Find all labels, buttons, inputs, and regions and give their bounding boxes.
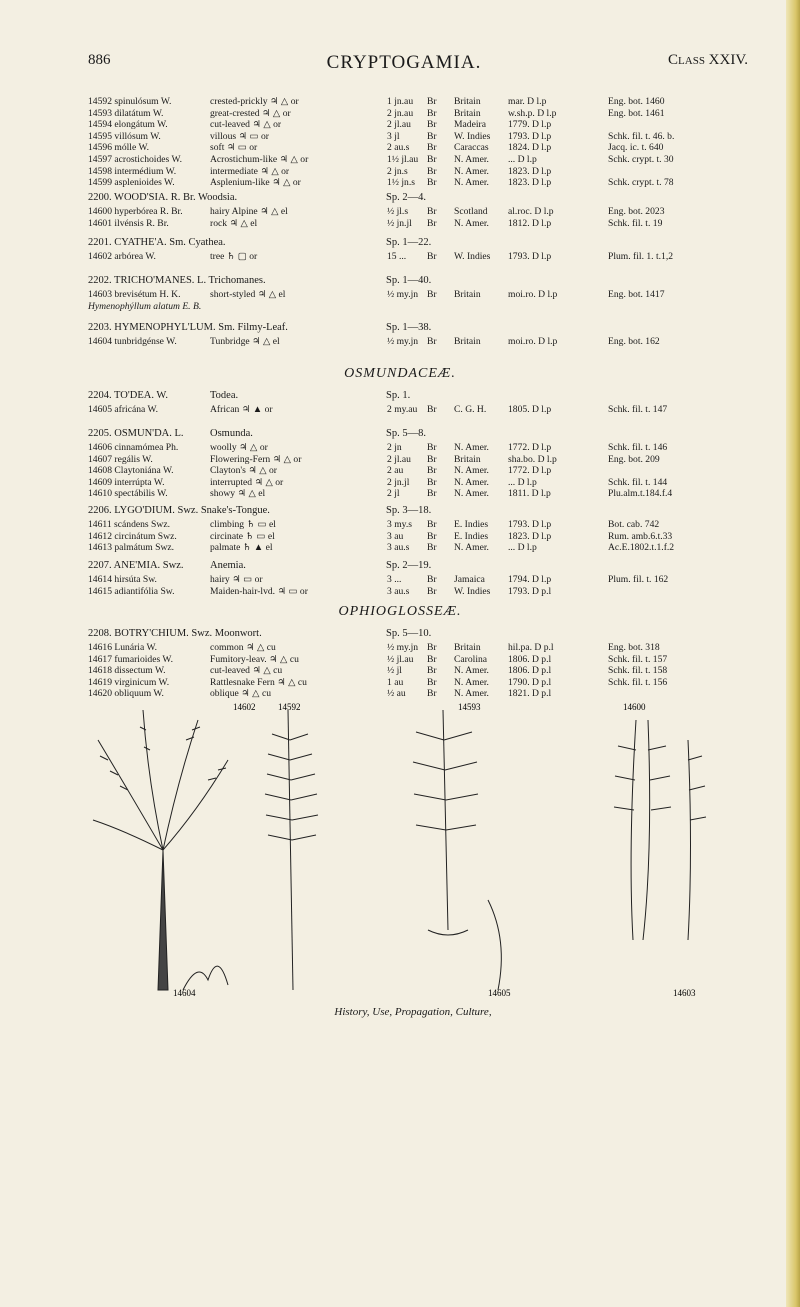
common-name: Fumitory-leav. ♃ △ cu xyxy=(210,653,299,665)
flower-colour: Br xyxy=(427,653,437,665)
introduction-year: 1823. D l.p xyxy=(508,177,552,189)
flower-colour: Br xyxy=(427,574,437,585)
common-name: Asplenium-like ♃ △ or xyxy=(210,177,301,189)
common-name: short-styled ♃ △ el xyxy=(210,289,286,300)
species-row xyxy=(88,442,738,454)
introduction-year: moi.ro. D l.p xyxy=(508,336,558,347)
fern-frond-drawing xyxy=(265,710,318,990)
genus-name: 2205. OSMUN'DA. L. xyxy=(88,428,184,439)
species-row xyxy=(88,154,738,166)
synonym-text: Hymenophýllum alatum E. B. xyxy=(88,301,202,312)
species-name: 14593 dilatátum W. xyxy=(88,107,164,119)
species-row xyxy=(88,477,738,489)
height-flowering: 2 au xyxy=(387,465,404,477)
figure-label: 14603 xyxy=(673,988,696,998)
reference: Plum. fil. t. 162 xyxy=(608,574,669,585)
introduction-year: 1823. D l.p xyxy=(508,530,552,542)
species-row xyxy=(88,488,738,500)
native-country: N. Amer. xyxy=(454,488,489,500)
species-row xyxy=(88,142,738,154)
species-name: 14611 scándens Swz. xyxy=(88,519,170,530)
history-heading: History, Use, Propagation, Culture, xyxy=(334,1006,492,1018)
height-flowering: 1½ jn.s xyxy=(387,177,415,189)
native-country: Madeira xyxy=(454,119,486,131)
common-name: cut-leaved ♃ △ cu xyxy=(210,665,283,677)
common-name: intermediate ♃ △ or xyxy=(210,165,290,177)
reference: Schk. fil. t. 158 xyxy=(608,665,668,677)
species-block-9 xyxy=(88,574,738,597)
species-row xyxy=(88,177,738,189)
reference: Schk. fil. t. 146 xyxy=(608,442,668,453)
figure-label: 14602 xyxy=(233,702,256,712)
species-row xyxy=(88,688,738,700)
species-row xyxy=(88,289,738,301)
species-row xyxy=(88,519,738,531)
species-row xyxy=(88,542,738,554)
species-row xyxy=(88,454,738,466)
introduction-year: 1823. D l.p xyxy=(508,165,552,177)
common-name: Flowering-Fern ♃ △ or xyxy=(210,453,302,465)
common-name: hairy ♃ ▭ or xyxy=(210,574,263,585)
flower-colour: Br xyxy=(427,585,437,597)
genus-name: 2204. TO'DEA. W. xyxy=(88,390,168,401)
flower-colour: Br xyxy=(427,130,437,142)
species-row xyxy=(88,336,738,348)
height-flowering: ½ jn.jl xyxy=(387,217,412,229)
height-flowering: 3 jl xyxy=(387,130,400,142)
common-name: Tunbridge ♃ △ el xyxy=(210,336,280,347)
genus-name: 2202. TRICHO'MANES. L. Trichomanes. xyxy=(88,275,266,286)
introduction-year: ... D l.p xyxy=(508,542,537,554)
page-edge xyxy=(786,0,800,1307)
reference: Schk. fil. t. 156 xyxy=(608,676,668,688)
height-flowering: 2 jl.au xyxy=(387,453,411,465)
common-name: climbing ♄ ▭ el xyxy=(210,519,276,530)
species-name: 14600 hyperbórea R. Br. xyxy=(88,206,183,217)
height-flowering: 2 jn.jl xyxy=(387,476,410,488)
genus-name: 2203. HYMENOPHYL'LUM. Sm. Filmy-Leaf. xyxy=(88,322,288,333)
species-name: 14615 adiantifólia Sw. xyxy=(88,585,175,597)
reference: Schk. crypt. t. 78 xyxy=(608,177,674,189)
height-flowering: 2 my.au xyxy=(387,404,418,415)
flower-colour: Br xyxy=(427,142,437,154)
introduction-year: 1772. D l.p xyxy=(508,442,552,453)
species-row xyxy=(88,218,738,230)
flower-colour: Br xyxy=(427,642,437,653)
common-name: African ♃ ▲ or xyxy=(210,404,273,415)
flower-colour: Br xyxy=(427,519,437,530)
genus-common-name: Anemia. xyxy=(210,560,246,571)
introduction-year: 1790. D p.l xyxy=(508,676,552,688)
introduction-year: 1779. D l.p xyxy=(508,119,552,131)
height-flowering: 2 jn.s xyxy=(387,165,408,177)
reference: Eng. bot. 2023 xyxy=(608,206,665,217)
introduction-year: 1806. D p.l xyxy=(508,665,552,677)
native-country: W. Indies xyxy=(454,585,491,597)
species-row xyxy=(88,654,738,666)
species-block-5 xyxy=(88,336,738,348)
height-flowering: 3 au xyxy=(387,530,404,542)
introduction-year: sha.bo. D l.p xyxy=(508,453,557,465)
height-flowering: 2 jn.au xyxy=(387,107,414,119)
species-name: 14619 virginicum W. xyxy=(88,676,170,688)
introduction-year: 1793. D l.p xyxy=(508,130,552,142)
introduction-year: hil.pa. D p.l xyxy=(508,642,554,653)
native-country: N. Amer. xyxy=(454,177,489,189)
genus-species-count: Sp. 3—18. xyxy=(386,505,432,516)
species-block-10 xyxy=(88,642,738,700)
native-country: N. Amer. xyxy=(454,153,489,165)
flower-colour: Br xyxy=(427,165,437,177)
reference: Eng. bot. 162 xyxy=(608,336,660,347)
height-flowering: 1 jn.au xyxy=(387,96,414,107)
reference: Eng. bot. 1461 xyxy=(608,107,665,119)
genus-species-count: Sp. 2—19. xyxy=(386,560,432,571)
common-name: soft ♃ ▭ or xyxy=(210,142,258,154)
height-flowering: ½ my.jn xyxy=(387,289,419,300)
native-country: Britain xyxy=(454,336,481,347)
introduction-year: mar. D l.p xyxy=(508,96,547,107)
native-country: Jamaica xyxy=(454,574,485,585)
native-country: N. Amer. xyxy=(454,665,489,677)
genus-name: 2207. ANE'MIA. Swz. xyxy=(88,560,184,571)
genus-common-name: Osmunda. xyxy=(210,428,253,439)
species-block-2 xyxy=(88,206,738,229)
reference: Schk. fil. t. 157 xyxy=(608,653,668,665)
introduction-year: 1805. D l.p xyxy=(508,404,552,415)
native-country: Britain xyxy=(454,107,481,119)
small-fern-drawing xyxy=(183,900,501,990)
reference: Eng. bot. 318 xyxy=(608,642,660,653)
common-name: tree ♄ ▢ or xyxy=(210,251,258,262)
genus-name: 2206. LYGO'DIUM. Swz. Snake's-Tongue. xyxy=(88,505,270,516)
reference: Schk. fil. t. 19 xyxy=(608,217,663,229)
native-country: Britain xyxy=(454,96,481,107)
height-flowering: ½ my.jn xyxy=(387,336,419,347)
genus-common-name: Todea. xyxy=(210,390,239,401)
introduction-year: 1806. D p.l xyxy=(508,653,552,665)
species-name: 14617 fumarioides W. xyxy=(88,653,174,665)
species-row xyxy=(88,119,738,131)
reference: Schk. fil. t. 144 xyxy=(608,476,668,488)
introduction-year: 1794. D l.p xyxy=(508,574,552,585)
flower-colour: Br xyxy=(427,488,437,500)
height-flowering: 2 jl.au xyxy=(387,119,411,131)
common-name: great-crested ♃ △ or xyxy=(210,107,291,119)
species-row xyxy=(88,586,738,598)
figure-label: 14593 xyxy=(458,702,481,712)
native-country: N. Amer. xyxy=(454,542,489,554)
introduction-year: 1772. D l.p xyxy=(508,465,552,477)
species-name: 14594 elongátum W. xyxy=(88,119,168,131)
native-country: E. Indies xyxy=(454,530,489,542)
native-country: W. Indies xyxy=(454,130,491,142)
species-name: 14618 dissectum W. xyxy=(88,665,166,677)
flower-colour: Br xyxy=(427,442,437,453)
height-flowering: 3 my.s xyxy=(387,519,412,530)
introduction-year: 1811. D l.p xyxy=(508,488,551,500)
species-name: 14616 Lunária W. xyxy=(88,642,158,653)
genus-species-count: Sp. 5—8. xyxy=(386,428,426,439)
common-name: hairy Alpine ♃ △ el xyxy=(210,206,288,217)
species-block-8 xyxy=(88,519,738,554)
species-row xyxy=(88,96,738,108)
height-flowering: 15 ... xyxy=(387,251,407,262)
common-name: common ♃ △ cu xyxy=(210,642,276,653)
species-row xyxy=(88,131,738,143)
flower-colour: Br xyxy=(427,688,437,700)
native-country: N. Amer. xyxy=(454,688,489,700)
native-country: C. G. H. xyxy=(454,404,487,415)
fern-frond-drawing xyxy=(413,710,478,935)
introduction-year: w.sh.p. D l.p xyxy=(508,107,557,119)
flower-colour: Br xyxy=(427,206,437,217)
common-name: showy ♃ △ el xyxy=(210,488,266,500)
introduction-year: al.roc. D l.p xyxy=(508,206,554,217)
common-name: cut-leaved ♃ △ or xyxy=(210,119,282,131)
common-name: woolly ♃ △ or xyxy=(210,442,268,453)
height-flowering: ½ my.jn xyxy=(387,642,419,653)
flower-colour: Br xyxy=(427,530,437,542)
introduction-year: 1812. D l.p xyxy=(508,217,552,229)
genus-name: 2208. BOTRY'CHIUM. Swz. Moonwort. xyxy=(88,628,262,639)
flower-colour: Br xyxy=(427,476,437,488)
species-name: 14606 cinnamómea Ph. xyxy=(88,442,179,453)
native-country: Caraccas xyxy=(454,142,489,154)
introduction-year: 1821. D p.l xyxy=(508,688,552,700)
common-name: palmate ♄ ▲ el xyxy=(210,542,273,554)
height-flowering: 2 jl xyxy=(387,488,400,500)
species-row xyxy=(88,108,738,120)
introduction-year: 1793. D l.p xyxy=(508,519,552,530)
height-flowering: 2 au.s xyxy=(387,142,410,154)
species-row xyxy=(88,465,738,477)
flower-colour: Br xyxy=(427,96,437,107)
species-block-6 xyxy=(88,404,738,416)
reference: Eng. bot. 209 xyxy=(608,453,660,465)
flower-colour: Br xyxy=(427,107,437,119)
species-name: 14592 spinulósum W. xyxy=(88,96,172,107)
genus-name: 2201. CYATHE'A. Sm. Cyathea. xyxy=(88,237,226,248)
flower-colour: Br xyxy=(427,119,437,131)
native-country: N. Amer. xyxy=(454,465,489,477)
native-country: E. Indies xyxy=(454,519,489,530)
genus-species-count: Sp. 1—38. xyxy=(386,322,432,333)
figure-label: 14600 xyxy=(623,702,646,712)
native-country: Britain xyxy=(454,642,481,653)
flower-colour: Br xyxy=(427,465,437,477)
fern-frond-drawing xyxy=(614,720,706,940)
reference: Plu.alm.t.184.f.4 xyxy=(608,488,673,500)
species-row xyxy=(88,677,738,689)
native-country: Carolina xyxy=(454,653,488,665)
figure-label: 14605 xyxy=(488,988,511,998)
common-name: interrupted ♃ △ or xyxy=(210,476,284,488)
native-country: N. Amer. xyxy=(454,165,489,177)
genus-species-count: Sp. 5—10. xyxy=(386,628,432,639)
species-name: 14612 circinátum Swz. xyxy=(88,530,177,542)
native-country: N. Amer. xyxy=(454,217,489,229)
reference: Bot. cab. 742 xyxy=(608,519,660,530)
height-flowering: ½ jl.au xyxy=(387,653,414,665)
height-flowering: 2 jn xyxy=(387,442,402,453)
species-row xyxy=(88,574,738,586)
species-name: 14595 villósum W. xyxy=(88,130,161,142)
flower-colour: Br xyxy=(427,289,437,300)
reference: Schk. fil. t. 46. b. xyxy=(608,130,675,142)
tree-fern-drawing xyxy=(93,710,228,990)
genus-name: 2200. WOOD'SIA. R. Br. Woodsia. xyxy=(88,192,238,203)
height-flowering: 3 au.s xyxy=(387,542,410,554)
fern-illustration xyxy=(88,700,738,1000)
family-heading: OSMUNDACEÆ. xyxy=(344,366,456,381)
species-name: 14598 intermédium W. xyxy=(88,165,177,177)
species-name: 14605 africána W. xyxy=(88,404,159,415)
page-number: 886 xyxy=(88,52,111,68)
flower-colour: Br xyxy=(427,453,437,465)
species-name: 14610 spectábilis W. xyxy=(88,488,168,500)
genus-species-count: Sp. 1—22. xyxy=(386,237,432,248)
genus-species-count: Sp. 1. xyxy=(386,390,411,401)
species-row xyxy=(88,166,738,178)
common-name: Clayton's ♃ △ or xyxy=(210,465,278,477)
species-name: 14603 brevisétum H. K. xyxy=(88,289,181,300)
species-name: 14599 asplenioides W. xyxy=(88,177,175,189)
species-row xyxy=(88,206,738,218)
introduction-year: 1793. D p.l xyxy=(508,585,552,597)
height-flowering: 3 au.s xyxy=(387,585,410,597)
flower-colour: Br xyxy=(427,665,437,677)
species-name: 14614 hirsúta Sw. xyxy=(88,574,157,585)
common-name: Maiden-hair-lvd. ♃ ▭ or xyxy=(210,585,308,597)
flower-colour: Br xyxy=(427,676,437,688)
species-name: 14597 acrostichoides W. xyxy=(88,153,183,165)
reference: Eng. bot. 1460 xyxy=(608,96,665,107)
flower-colour: Br xyxy=(427,336,437,347)
species-row xyxy=(88,665,738,677)
species-row xyxy=(88,531,738,543)
height-flowering: ½ jl xyxy=(387,665,402,677)
species-block-4 xyxy=(88,289,738,301)
common-name: circinate ♄ ▭ el xyxy=(210,530,275,542)
introduction-year: 1824. D l.p xyxy=(508,142,552,154)
species-name: 14613 palmátum Swz. xyxy=(88,542,175,554)
figure-label: 14604 xyxy=(173,988,196,998)
native-country: N. Amer. xyxy=(454,476,489,488)
reference: Rum. amb.6.t.33 xyxy=(608,530,673,542)
introduction-year: ... D l.p xyxy=(508,476,537,488)
species-name: 14608 Claytoniána W. xyxy=(88,465,174,477)
flower-colour: Br xyxy=(427,177,437,189)
native-country: Britain xyxy=(454,289,481,300)
native-country: Scotland xyxy=(454,206,488,217)
native-country: N. Amer. xyxy=(454,676,489,688)
height-flowering: ½ au xyxy=(387,688,406,700)
species-block-1 xyxy=(88,96,738,189)
height-flowering: ½ jl.s xyxy=(387,206,409,217)
reference: Jacq. ic. t. 640 xyxy=(608,142,664,154)
common-name: crested-prickly ♃ △ or xyxy=(210,96,299,107)
height-flowering: 3 ... xyxy=(387,574,402,585)
species-block-7 xyxy=(88,442,738,500)
height-flowering: 1½ jl.au xyxy=(387,153,419,165)
species-name: 14604 tunbridgénse W. xyxy=(88,336,177,347)
species-name: 14601 ilvénsis R. Br. xyxy=(88,217,169,229)
reference: Plum. fil. 1. t.1,2 xyxy=(608,251,674,262)
species-name: 14602 arbórea W. xyxy=(88,251,156,262)
native-country: N. Amer. xyxy=(454,442,489,453)
running-header xyxy=(60,52,748,76)
common-name: oblique ♃ △ cu xyxy=(210,688,272,700)
common-name: Acrostichum-like ♃ △ or xyxy=(210,153,309,165)
species-row xyxy=(88,251,738,263)
genus-species-count: Sp. 2—4. xyxy=(386,192,426,203)
introduction-year: 1793. D l.p xyxy=(508,251,552,262)
flower-colour: Br xyxy=(427,404,437,415)
genus-species-count: Sp. 1—40. xyxy=(386,275,432,286)
page-title: CRYPTOGAMIA. xyxy=(326,52,482,73)
flower-colour: Br xyxy=(427,542,437,554)
reference: Schk. fil. t. 147 xyxy=(608,404,668,415)
native-country: Britain xyxy=(454,453,481,465)
species-name: 14607 regális W. xyxy=(88,453,153,465)
common-name: Rattlesnake Fern ♃ △ cu xyxy=(210,676,307,688)
figure-label: 14592 xyxy=(278,702,301,712)
introduction-year: moi.ro. D l.p xyxy=(508,289,558,300)
species-name: 14596 mólle W. xyxy=(88,142,150,154)
flower-colour: Br xyxy=(427,153,437,165)
species-name: 14620 obliquum W. xyxy=(88,688,164,700)
species-row xyxy=(88,404,738,416)
common-name: villous ♃ ▭ or xyxy=(210,130,269,142)
height-flowering: 1 au xyxy=(387,676,404,688)
flower-colour: Br xyxy=(427,251,437,262)
flower-colour: Br xyxy=(427,217,437,229)
species-row xyxy=(88,642,738,654)
common-name: rock ♃ △ el xyxy=(210,217,258,229)
reference: Eng. bot. 1417 xyxy=(608,289,665,300)
reference: Ac.E.1802.t.1.f.2 xyxy=(608,542,675,554)
native-country: W. Indies xyxy=(454,251,491,262)
reference: Schk. crypt. t. 30 xyxy=(608,153,674,165)
family-heading: OPHIOGLOSSEÆ. xyxy=(338,604,462,619)
introduction-year: ... D l.p xyxy=(508,153,537,165)
class-label: Class XXIV. xyxy=(668,52,748,68)
species-name: 14609 interrúpta W. xyxy=(88,476,165,488)
species-block-3 xyxy=(88,251,738,263)
